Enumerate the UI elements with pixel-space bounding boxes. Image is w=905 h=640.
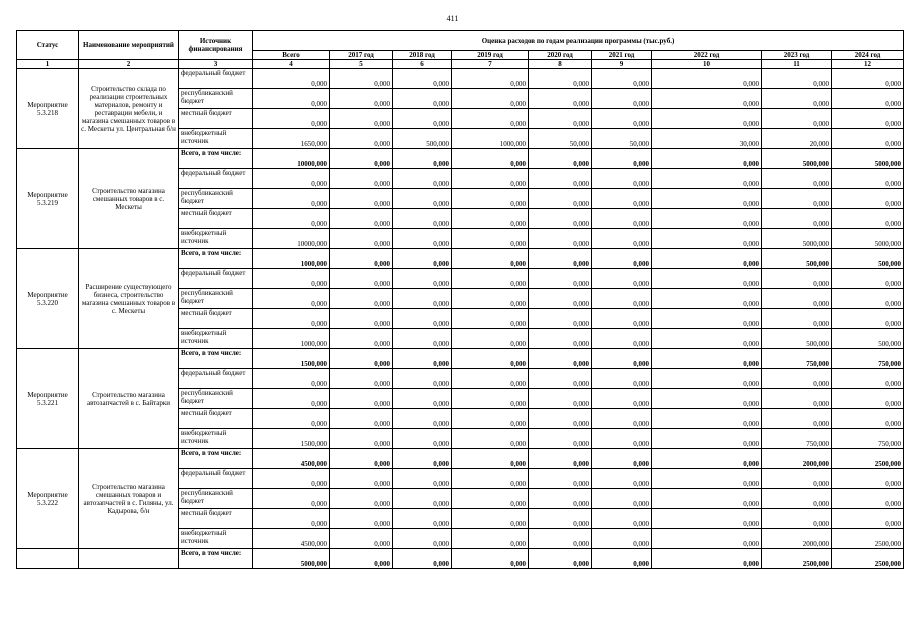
value-cell: 0,000 [592,329,652,349]
funding-source-cell: местный бюджет [179,409,253,429]
value-cell: 0,000 [330,509,393,529]
value-cell: 0,000 [452,529,529,549]
value-cell: 0,000 [652,449,762,469]
funding-source-cell: внебюджетный источник [179,329,253,349]
column-numbers-row [17,60,904,69]
column-number: 2 [79,60,179,69]
value-cell: 0,000 [652,169,762,189]
value-cell: 0,000 [529,149,592,169]
value-cell: 2500,000 [832,529,904,549]
funding-source-cell: федеральный бюджет [179,169,253,189]
value-cell: 2000,000 [762,529,832,549]
value-cell: 0,000 [393,69,452,89]
value-cell: 0,000 [452,369,529,389]
funding-source-cell: внебюджетный источник [179,229,253,249]
value-cell: 0,000 [592,229,652,249]
value-cell: 0,000 [330,349,393,369]
value-cell: 0,000 [393,469,452,489]
value-cell: 0,000 [652,389,762,409]
value-cell: 0,000 [529,389,592,409]
value-cell: 0,000 [652,549,762,569]
activity-name-cell: Строительство склада по реализации строительных материалов, ремонту и реставрации мебели, и магазина смешанных товаров в с. Мескеты ул. Центральная б/н [79,69,179,149]
value-cell: 0,000 [592,149,652,169]
value-cell: 0,000 [253,109,330,129]
value-cell: 0,000 [452,409,529,429]
value-cell: 4500,000 [253,449,330,469]
header-estimate: Оценка расходов по годам реализации программы (тыс.руб.) [253,31,904,51]
value-cell: 0,000 [253,269,330,289]
value-cell: 0,000 [529,69,592,89]
activity-name-cell: Строительство магазина смешанных товаров в с. Мескеты [79,149,179,249]
value-cell: 0,000 [330,329,393,349]
value-cell: 5000,000 [832,229,904,249]
value-cell: 5000,000 [253,549,330,569]
value-cell: 0,000 [832,69,904,89]
value-cell: 0,000 [832,89,904,109]
value-cell: 0,000 [762,209,832,229]
value-cell: 0,000 [393,349,452,369]
funding-source-cell: федеральный бюджет [179,469,253,489]
value-cell: 750,000 [762,349,832,369]
value-cell: 0,000 [652,309,762,329]
value-cell: 0,000 [393,549,452,569]
value-cell: 0,000 [592,309,652,329]
value-cell: 0,000 [652,189,762,209]
funding-source-cell: федеральный бюджет [179,69,253,89]
value-cell: 0,000 [592,549,652,569]
value-cell: 0,000 [253,409,330,429]
value-cell: 0,000 [253,309,330,329]
value-cell: 0,000 [393,369,452,389]
funding-source-cell: республиканский бюджет [179,189,253,209]
header-year: 2024 год [832,51,904,60]
status-cell: Мероприятие 5.3.221 [17,349,79,449]
value-cell: 0,000 [652,229,762,249]
value-cell: 0,000 [762,409,832,429]
status-cell: Мероприятие 5.3.218 [17,69,79,149]
value-cell: 0,000 [529,469,592,489]
funding-source-cell: республиканский бюджет [179,389,253,409]
value-cell: 1650,000 [253,129,330,149]
value-cell: 0,000 [592,409,652,429]
column-number: 5 [330,60,393,69]
expense-table [16,30,904,569]
value-cell: 0,000 [592,449,652,469]
value-cell: 750,000 [762,429,832,449]
value-cell: 0,000 [652,509,762,529]
value-cell: 0,000 [452,189,529,209]
value-cell: 0,000 [652,529,762,549]
value-cell: 0,000 [652,289,762,309]
value-cell: 0,000 [452,249,529,269]
value-cell: 0,000 [393,429,452,449]
header-year: 2020 год [529,51,592,60]
value-cell: 0,000 [330,289,393,309]
value-cell: 1500,000 [253,429,330,449]
value-cell: 50,000 [529,129,592,149]
header-total: Всего [253,51,330,60]
value-cell: 0,000 [762,189,832,209]
value-cell: 0,000 [393,449,452,469]
value-cell: 0,000 [652,469,762,489]
value-cell: 0,000 [452,509,529,529]
value-cell: 1000,000 [452,129,529,149]
status-cell: Мероприятие 5.3.220 [17,249,79,349]
value-cell: 0,000 [330,229,393,249]
value-cell: 0,000 [762,289,832,309]
funding-source-cell: федеральный бюджет [179,269,253,289]
header-year: 2021 год [592,51,652,60]
value-cell: 0,000 [592,369,652,389]
value-cell: 0,000 [592,89,652,109]
column-number: 6 [393,60,452,69]
table-row [17,149,904,169]
value-cell: 0,000 [330,109,393,129]
value-cell: 0,000 [452,89,529,109]
value-cell: 0,000 [452,429,529,449]
value-cell: 0,000 [253,69,330,89]
value-cell: 750,000 [832,349,904,369]
value-cell: 0,000 [592,509,652,529]
value-cell: 10000,000 [253,149,330,169]
value-cell: 0,000 [330,249,393,269]
value-cell: 0,000 [452,349,529,369]
value-cell: 0,000 [330,529,393,549]
value-cell: 0,000 [592,429,652,449]
table-row [17,349,904,369]
value-cell: 0,000 [393,309,452,329]
value-cell: 0,000 [393,389,452,409]
value-cell: 0,000 [652,409,762,429]
header-status: Статус [17,31,79,60]
value-cell: 0,000 [762,89,832,109]
value-cell: 0,000 [452,329,529,349]
value-cell: 0,000 [762,509,832,529]
column-number: 10 [652,60,762,69]
header-name: Наименование мероприятий [79,31,179,60]
value-cell: 0,000 [529,249,592,269]
value-cell: 0,000 [393,409,452,429]
value-cell: 0,000 [832,129,904,149]
value-cell: 0,000 [330,269,393,289]
header-year: 2019 год [452,51,529,60]
table-row [17,549,904,569]
table-body [17,69,904,569]
value-cell: 2000,000 [762,449,832,469]
value-cell: 0,000 [762,389,832,409]
value-cell: 0,000 [330,389,393,409]
column-number: 4 [253,60,330,69]
value-cell: 0,000 [330,409,393,429]
funding-source-cell: местный бюджет [179,509,253,529]
value-cell: 0,000 [652,209,762,229]
funding-source-cell: внебюджетный источник [179,129,253,149]
value-cell: 500,000 [832,329,904,349]
value-cell: 0,000 [652,369,762,389]
value-cell: 0,000 [592,529,652,549]
value-cell: 0,000 [253,509,330,529]
value-cell: 0,000 [652,429,762,449]
value-cell: 2500,000 [832,549,904,569]
value-cell: 0,000 [529,329,592,349]
value-cell: 4500,000 [253,529,330,549]
value-cell: 0,000 [529,509,592,529]
value-cell: 5000,000 [832,149,904,169]
value-cell: 0,000 [592,349,652,369]
value-cell: 0,000 [762,369,832,389]
value-cell: 0,000 [592,289,652,309]
value-cell: 0,000 [330,469,393,489]
value-cell: 0,000 [330,129,393,149]
value-cell: 0,000 [452,269,529,289]
value-cell: 10000,000 [253,229,330,249]
value-cell: 0,000 [832,509,904,529]
funding-source-cell: Всего, в том числе: [179,149,253,169]
value-cell: 0,000 [330,149,393,169]
value-cell: 0,000 [452,469,529,489]
funding-source-cell: внебюджетный источник [179,529,253,549]
value-cell: 0,000 [592,189,652,209]
value-cell: 50,000 [592,129,652,149]
value-cell: 0,000 [592,249,652,269]
value-cell: 0,000 [529,549,592,569]
funding-source-cell: республиканский бюджет [179,289,253,309]
value-cell: 2500,000 [762,549,832,569]
value-cell: 0,000 [393,229,452,249]
value-cell: 0,000 [762,169,832,189]
value-cell: 0,000 [452,289,529,309]
value-cell: 0,000 [529,309,592,329]
value-cell: 0,000 [253,369,330,389]
funding-source-cell: республиканский бюджет [179,489,253,509]
value-cell: 0,000 [330,69,393,89]
value-cell: 0,000 [393,249,452,269]
value-cell: 500,000 [762,249,832,269]
funding-source-cell: внебюджетный источник [179,429,253,449]
value-cell: 0,000 [452,69,529,89]
value-cell: 0,000 [592,269,652,289]
value-cell: 0,000 [393,89,452,109]
value-cell: 0,000 [529,449,592,469]
value-cell: 0,000 [652,489,762,509]
value-cell: 0,000 [253,169,330,189]
value-cell: 0,000 [330,169,393,189]
value-cell: 0,000 [652,269,762,289]
table-row [17,69,904,89]
value-cell: 0,000 [452,549,529,569]
value-cell: 0,000 [529,289,592,309]
table-row [17,449,904,469]
table-row [17,249,904,269]
value-cell: 0,000 [330,309,393,329]
value-cell: 1000,000 [253,249,330,269]
column-number: 8 [529,60,592,69]
value-cell: 0,000 [762,309,832,329]
value-cell: 0,000 [330,549,393,569]
value-cell: 0,000 [529,209,592,229]
value-cell: 500,000 [762,329,832,349]
value-cell: 0,000 [832,189,904,209]
column-number: 3 [179,60,253,69]
value-cell: 0,000 [529,429,592,449]
value-cell: 0,000 [762,489,832,509]
value-cell: 0,000 [452,169,529,189]
value-cell: 0,000 [452,149,529,169]
value-cell: 0,000 [832,409,904,429]
value-cell: 0,000 [330,489,393,509]
value-cell: 0,000 [253,289,330,309]
value-cell: 0,000 [393,189,452,209]
header-source: Источник финансирования [179,31,253,60]
value-cell: 0,000 [529,489,592,509]
value-cell: 0,000 [832,369,904,389]
value-cell: 0,000 [652,329,762,349]
value-cell: 0,000 [592,489,652,509]
value-cell: 500,000 [393,129,452,149]
value-cell: 0,000 [832,209,904,229]
value-cell: 0,000 [592,69,652,89]
value-cell: 0,000 [330,89,393,109]
funding-source-cell: местный бюджет [179,209,253,229]
value-cell: 0,000 [832,169,904,189]
value-cell: 0,000 [592,169,652,189]
column-number: 1 [17,60,79,69]
value-cell: 0,000 [452,109,529,129]
status-cell: Мероприятие 5.3.219 [17,149,79,249]
value-cell: 0,000 [832,309,904,329]
header-year: 2023 год [762,51,832,60]
status-cell [17,549,79,569]
funding-source-cell: федеральный бюджет [179,369,253,389]
funding-source-cell: Всего, в том числе: [179,249,253,269]
value-cell: 0,000 [652,109,762,129]
value-cell: 0,000 [529,89,592,109]
value-cell: 0,000 [529,349,592,369]
value-cell: 0,000 [529,529,592,549]
funding-source-cell: Всего, в том числе: [179,449,253,469]
column-number: 7 [452,60,529,69]
value-cell: 0,000 [832,489,904,509]
funding-source-cell: республиканский бюджет [179,89,253,109]
value-cell: 2500,000 [832,449,904,469]
value-cell: 0,000 [762,469,832,489]
status-cell: Мероприятие 5.3.222 [17,449,79,549]
value-cell: 0,000 [393,149,452,169]
page-number: 411 [446,14,459,23]
value-cell: 0,000 [592,209,652,229]
value-cell: 0,000 [452,209,529,229]
value-cell: 0,000 [529,169,592,189]
value-cell: 0,000 [393,509,452,529]
value-cell: 0,000 [529,229,592,249]
value-cell: 0,000 [393,109,452,129]
value-cell: 0,000 [393,169,452,189]
value-cell: 0,000 [652,349,762,369]
activity-name-cell: Расширение существующего бизнеса, строительство магазина смешанных товаров в с. Мескеты [79,249,179,349]
value-cell: 0,000 [330,209,393,229]
value-cell: 0,000 [253,189,330,209]
value-cell: 0,000 [652,149,762,169]
value-cell: 0,000 [253,89,330,109]
value-cell: 0,000 [253,209,330,229]
value-cell: 0,000 [393,269,452,289]
value-cell: 0,000 [452,389,529,409]
funding-source-cell: Всего, в том числе: [179,349,253,369]
value-cell: 0,000 [832,289,904,309]
value-cell: 0,000 [452,229,529,249]
column-number: 12 [832,60,904,69]
activity-name-cell: Строительство магазина смешанных товаров и автозапчастей в с. Гиляны, ул. Кадырова, б/н [79,449,179,549]
value-cell: 0,000 [529,269,592,289]
value-cell: 0,000 [393,489,452,509]
value-cell: 0,000 [452,309,529,329]
funding-source-cell: местный бюджет [179,109,253,129]
value-cell: 0,000 [529,189,592,209]
value-cell: 0,000 [832,109,904,129]
column-number: 9 [592,60,652,69]
header-year: 2022 год [652,51,762,60]
value-cell: 0,000 [832,389,904,409]
activity-name-cell [79,549,179,569]
value-cell: 0,000 [832,469,904,489]
value-cell: 0,000 [592,469,652,489]
value-cell: 1500,000 [253,349,330,369]
value-cell: 0,000 [762,269,832,289]
value-cell: 20,000 [762,129,832,149]
value-cell: 1000,000 [253,329,330,349]
header-year: 2017 год [330,51,393,60]
activity-name-cell: Строительство магазина автозапчастей в с. Байтарки [79,349,179,449]
value-cell: 0,000 [592,109,652,129]
value-cell: 500,000 [832,249,904,269]
funding-source-cell: Всего, в том числе: [179,549,253,569]
value-cell: 0,000 [832,269,904,289]
value-cell: 0,000 [393,329,452,349]
value-cell: 0,000 [393,209,452,229]
value-cell: 0,000 [330,189,393,209]
value-cell: 0,000 [529,409,592,429]
value-cell: 0,000 [393,529,452,549]
value-cell: 0,000 [452,489,529,509]
value-cell: 0,000 [652,249,762,269]
value-cell: 5000,000 [762,149,832,169]
value-cell: 0,000 [452,449,529,469]
value-cell: 0,000 [393,289,452,309]
value-cell: 0,000 [330,449,393,469]
value-cell: 0,000 [762,69,832,89]
value-cell: 0,000 [253,489,330,509]
value-cell: 750,000 [832,429,904,449]
value-cell: 0,000 [762,109,832,129]
value-cell: 0,000 [652,89,762,109]
value-cell: 0,000 [330,429,393,449]
value-cell: 0,000 [652,69,762,89]
funding-source-cell: местный бюджет [179,309,253,329]
value-cell: 0,000 [253,469,330,489]
column-number: 11 [762,60,832,69]
header-year: 2018 год [393,51,452,60]
value-cell: 0,000 [592,389,652,409]
value-cell: 30,000 [652,129,762,149]
value-cell: 0,000 [529,109,592,129]
value-cell: 5000,000 [762,229,832,249]
value-cell: 0,000 [529,369,592,389]
value-cell: 0,000 [253,389,330,409]
value-cell: 0,000 [330,369,393,389]
